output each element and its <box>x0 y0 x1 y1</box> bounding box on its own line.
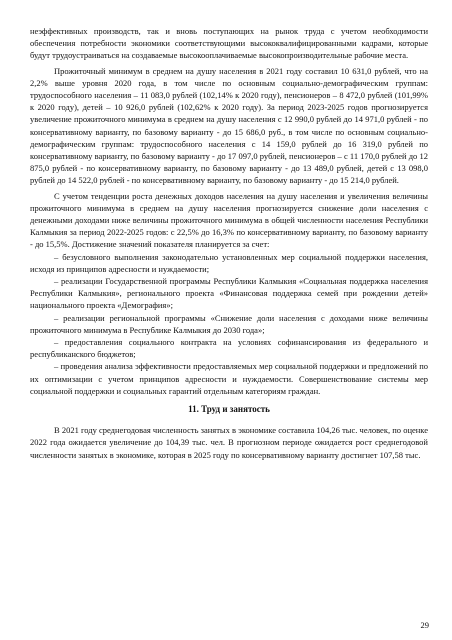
list-item: – реализации Государственной программы Республики Калмыкия «Социальная поддержка населения Республики Калмыкия», регионального проекта «Финансовая поддержка семей при рождении детей» национального проекта «Демография»; <box>30 276 428 311</box>
paragraph-continuation: неэффективных производств, так и вновь поступающих на рынок труда с учетом необходимости обеспечения потребности экономики соответствующими высококвалифицированными кадрами, которые будут трудоустраиваться на создаваемые высокооплачиваемые высокопроизводительные рабочие места. <box>30 26 428 61</box>
page-number: 29 <box>420 620 429 630</box>
section-heading: 11. Труд и занятость <box>188 404 270 415</box>
list-item: – безусловного выполнения законодательно установленных мер социальной поддержки населения, исходя из принципов адресности и нуждаемости; <box>30 251 428 274</box>
document-body <box>30 25 428 461</box>
list-item: – реализации региональной программы «Снижение доли населения с доходами ниже величины прожиточного минимума в Республике Калмыкия до 2030 года»; <box>30 312 428 335</box>
list-item: – предоставления социального контракта на условиях софинансирования из федерального и республиканского бюджетов; <box>30 337 428 360</box>
list-item: – проведения анализа эффективности предоставляемых мер социальной поддержки и предложений по их оптимизации с учетом принципов адресности и нуждаемости. Совершенствование системы мер социальной поддержки и социальных гарантий отдельным категориям граждан. <box>30 361 428 396</box>
paragraph-income-forecast: С учетом тенденции роста денежных доходов населения на душу населения и увеличения величины прожиточного минимума в среднем на душу населения прогнозируется снижение доли населения с денежными доходами ниже величины прожиточного минимума в общей численности населения Республики Калмыкия за период 2022-2025 годов: с 22,5% до 16,3% по консервативному варианту, по базовому варианту - до 15,5%. Достижение значений показателя планируется за счет: <box>30 190 428 250</box>
paragraph-employment: В 2021 году среднегодовая численность занятых в экономике составила 104,26 тыс. человек, по оценке 2022 года ожидается увеличение до 104,39 тыс. чел. В прогнозном периоде ожидается рост среднегодовой численности занятых в экономике, которая в 2025 году по консервативному варианту достигнет 107,58 тыс. <box>30 425 428 460</box>
paragraph-subsistence-minimum: Прожиточный минимум в среднем на душу населения в 2021 году составил 10 631,0 рублей, что на 2,2% выше уровня 2020 года, в том числе по основным социально-демографическим группам: трудоспособного населения – 11 083,0 рублей (102,14% к 2020 году), пенсионеров – 8 472,0 рублей (101,99% к 2020 году), детей – 10 926,0 рублей (102,62% к 2020 году). За период 2023-2025 годов прогнозируется увеличение прожиточного минимума в среднем на душу населения с 12 990,0 рублей до 14 971,0 рублей - по консервативному варианту, по базовому варианту - до 15 686,0 руб., в том числе по основным социально-демографическим группам: трудоспособного населения с 14 159,0 рублей до 16 319,0 рублей по консервативному варианту, по базовому варианту - до 17 097,0 рублей, пенсионеров – с 11 170,0 рублей до 12 875,0 рублей - по консервативному варианту, по базовому варианту - до 13 489,0 рублей, детей с 13 098,0 рублей до 14 522,0 рублей - по консервативному варианту, по базовому варианту - до 15 214,0 рублей. <box>30 65 428 186</box>
